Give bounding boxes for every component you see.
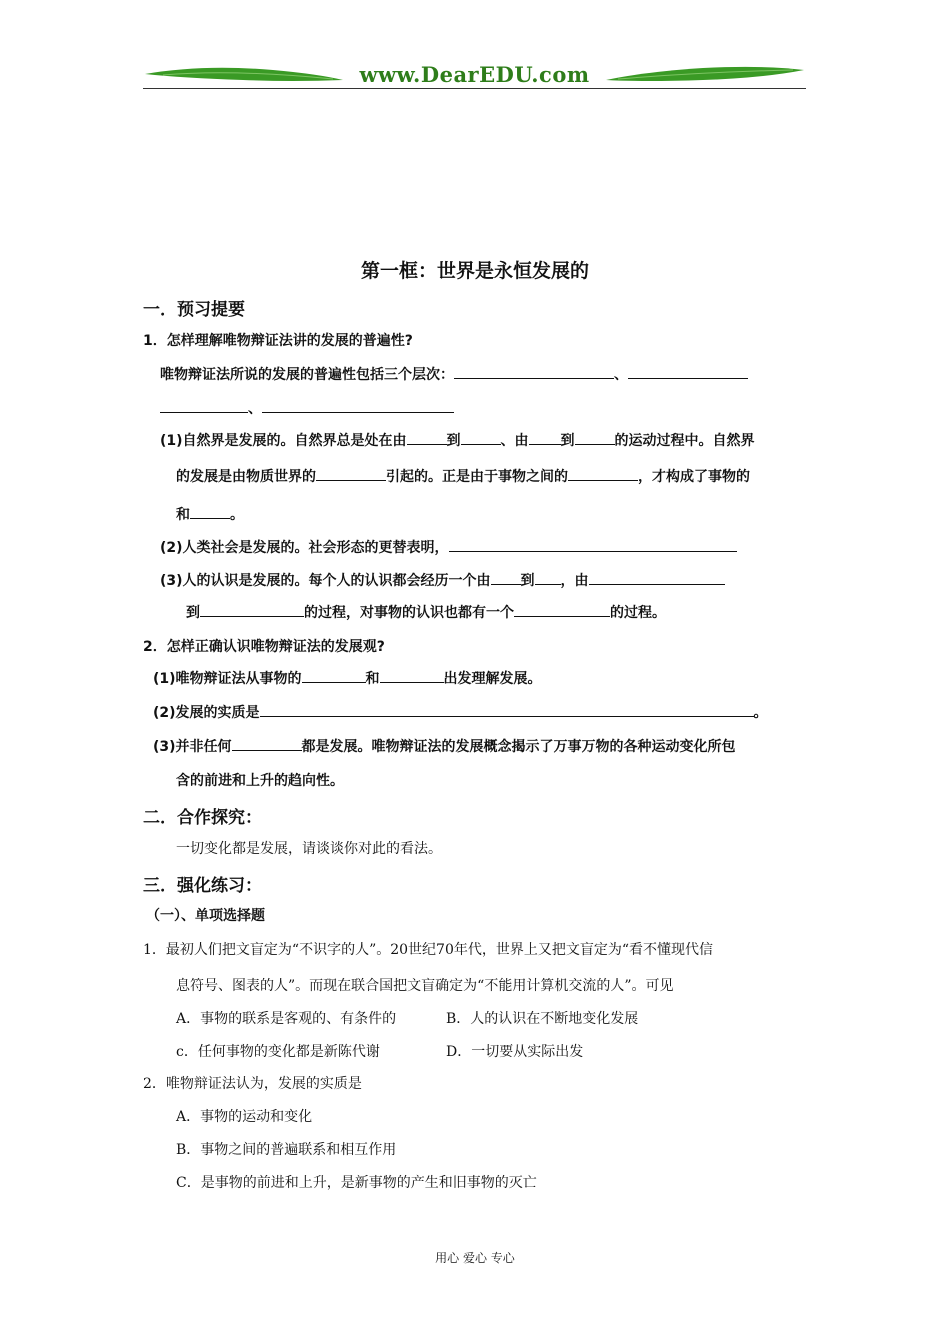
s3-q2-option-c[interactable]: C．是事物的前进和上升，是新事物的产生和旧事物的灭亡 [176, 1175, 537, 1191]
header-banner [143, 60, 806, 90]
fill-blank[interactable] [575, 430, 615, 445]
s1-q1-intro-line2 [160, 398, 454, 418]
s3-q1-option-c[interactable]: c．任何事物的变化都是新陈代谢 [176, 1044, 380, 1060]
s3-q1-line2: 息符号、图表的人”。而现在联合国把文盲确定为“不能用计算机交流的人”。可见 [176, 978, 674, 994]
text: (3)并非任何 [153, 739, 232, 755]
text: (1)唯物辩证法从事物的 [153, 671, 302, 687]
s3-q1-line1: 1．最初人们把文盲定为“不识字的人”。20世纪70年代，世界上又把文盲定为“看不懂现代信 [143, 942, 714, 958]
text: 和 [176, 507, 190, 523]
s1-q1-p3-line1 [160, 570, 725, 590]
s1-q1-p1-line3 [176, 504, 244, 524]
s1-q1-intro: 唯物辩证法所说的发展的普遍性包括三个层次： [160, 367, 454, 383]
separator: 、 [248, 401, 262, 417]
text: 到 [560, 433, 575, 449]
s3-q2-stem: 2．唯物辩证法认为，发展的实质是 [143, 1076, 362, 1092]
text: 和 [365, 671, 380, 687]
text: 引起的。正是由于事物之间的 [386, 469, 568, 485]
page-title: 第一框：世界是永恒发展的 [360, 260, 589, 282]
s3-q2-option-b[interactable]: B．事物之间的普遍联系和相互作用 [176, 1142, 397, 1158]
text: (2)发展的实质是 [153, 705, 260, 721]
fill-blank[interactable] [449, 537, 737, 552]
text: 的运动过程中。自然界 [614, 433, 755, 449]
fill-blank[interactable] [628, 364, 748, 379]
text: ，由 [560, 573, 589, 589]
s3-q1-option-a[interactable]: A．事物的联系是客观的、有条件的 [176, 1011, 397, 1027]
s1-q1-p1-line2 [176, 466, 750, 486]
text: 出发理解发展。 [443, 671, 542, 687]
s1-q2-p3-line2: 含的前进和上升的趋向性。 [176, 773, 344, 789]
header-divider [143, 88, 806, 89]
fill-blank[interactable] [568, 466, 638, 481]
text: 都是发展。唯物辩证法的发展概念揭示了万事万物的各种运动变化所包 [301, 739, 736, 755]
fill-blank[interactable] [302, 668, 366, 683]
text: 到 [186, 605, 200, 621]
fill-blank[interactable] [316, 466, 386, 481]
section2-heading: 二．合作探究： [143, 808, 262, 828]
s1-q1-p3-line2 [186, 602, 666, 622]
text: (2)人类社会是发展的。社会形态的更替表明， [160, 540, 449, 556]
text: 的发展是由物质世界的 [176, 469, 316, 485]
fill-blank[interactable] [589, 570, 725, 585]
text: 。 [753, 705, 768, 721]
s1-q2-p1 [153, 668, 542, 688]
page-footer: 用心 爱心 专心 [435, 1251, 515, 1265]
fill-blank[interactable] [232, 736, 302, 751]
s1-q2-question: 2．怎样正确认识唯物辩证法的发展观? [143, 639, 385, 655]
s3-q1-option-d[interactable]: D．一切要从实际出发 [446, 1044, 584, 1060]
fill-blank[interactable] [529, 430, 561, 445]
section1-heading: 一．预习提要 [143, 300, 245, 320]
text: 到 [520, 573, 535, 589]
text: (3)人的认识是发展的。每个人的认识都会经历一个由 [160, 573, 491, 589]
fill-blank[interactable] [454, 364, 614, 379]
s1-q1-intro-line [160, 364, 748, 384]
fill-blank[interactable] [514, 602, 610, 617]
fill-blank[interactable] [160, 398, 248, 413]
s1-q2-p2 [153, 702, 768, 722]
text: 。 [230, 507, 244, 523]
text: ，才构成了事物的 [638, 469, 750, 485]
text: 的过程，对事物的认识也都有一个 [304, 605, 514, 621]
fill-blank[interactable] [491, 570, 521, 585]
fill-blank[interactable] [535, 570, 561, 585]
fill-blank[interactable] [260, 702, 754, 717]
site-logo-text[interactable]: www.DearEDU.com [359, 62, 590, 87]
fill-blank[interactable] [200, 602, 304, 617]
fill-blank[interactable] [380, 668, 444, 683]
section3-subheading: （一）、单项选择题 [146, 908, 265, 924]
fill-blank[interactable] [262, 398, 454, 413]
s1-q1-question: 1．怎样理解唯物辩证法讲的发展的普遍性? [143, 333, 413, 349]
text: (1)自然界是发展的。自然界总是处在由 [160, 433, 407, 449]
s1-q2-p3-line1 [153, 736, 736, 756]
section2-text: 一切变化都是发展，请谈谈你对此的看法。 [176, 841, 442, 857]
text: 、由 [500, 433, 529, 449]
text: 到 [446, 433, 461, 449]
s1-q1-p1-line1 [160, 430, 755, 450]
s1-q1-p2 [160, 537, 737, 557]
fill-blank[interactable] [190, 504, 230, 519]
s3-q1-option-b[interactable]: B．人的认识在不断地变化发展 [446, 1011, 639, 1027]
fill-blank[interactable] [407, 430, 447, 445]
text: 的过程。 [610, 605, 666, 621]
separator: 、 [614, 367, 628, 383]
s3-q2-option-a[interactable]: A．事物的运动和变化 [176, 1109, 313, 1125]
fill-blank[interactable] [461, 430, 501, 445]
section3-heading: 三．强化练习： [143, 876, 262, 896]
